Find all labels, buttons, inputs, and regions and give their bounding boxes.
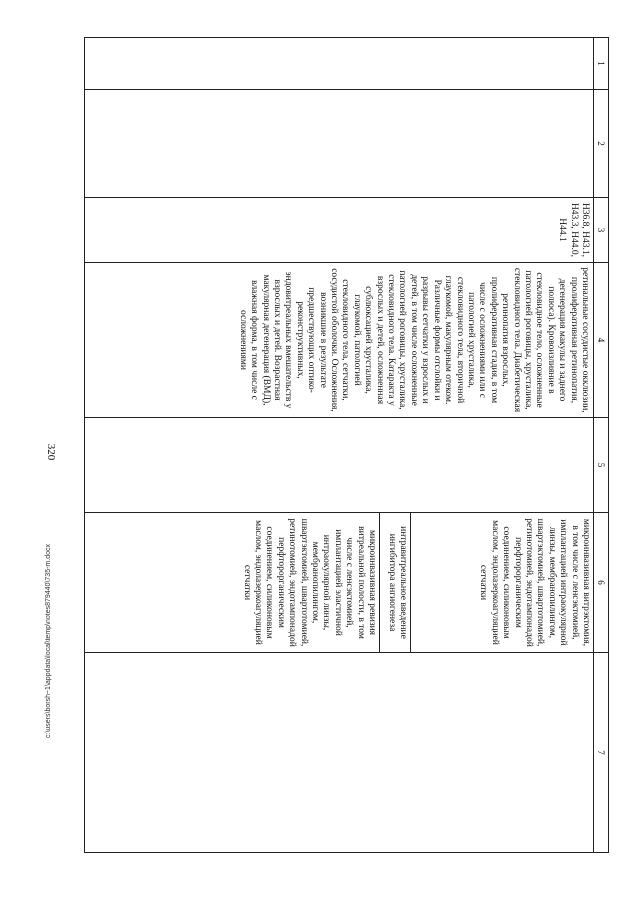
column-header-6: 6 xyxy=(594,513,609,653)
method-vitrectomy: микроинвазивная витрэктомия, в том числе с ленсэктомией, имплантацией интраокулярной линзы, мембранопилингом, швартэктомией, швартотомией, ретинотомией, эндотампонадой перфторорганическим соединением, силиконовым маслом, эндолазеркоагуляцией сетчатки xyxy=(478,518,591,647)
column-header-7: 7 xyxy=(594,653,609,853)
cell-col7 xyxy=(85,653,594,853)
table-row xyxy=(85,38,594,853)
cell-col2 xyxy=(85,90,594,198)
rotated-table-sheet xyxy=(84,37,609,852)
procedures-table xyxy=(84,37,609,853)
page-number: 320 xyxy=(45,443,57,461)
cell-icd-codes: H36.8, H43.1, H43.3, H44.0, H44.1 xyxy=(85,198,594,263)
method-revision: микроинвазивная ревизия витреальной полости, в том числе с ленсэктомией, имплантацией эластичной интраокулярной линзы, мембранопилингом, швартэктомией, швартотомией, ретинотомией, эндотампонадой перфторорганическим соединением, силиконовым маслом, эндолазеркоагуляцией сетчатки xyxy=(238,513,380,652)
column-header-4: 4 xyxy=(594,263,609,418)
column-header-5: 5 xyxy=(594,418,609,513)
column-header-2: 2 xyxy=(594,90,609,198)
cell-col5 xyxy=(85,418,594,513)
cell-col1 xyxy=(85,38,594,90)
cell-diagnosis: ретинальные сосудистые окклюзии, пролиферативная ретинопатия, дегенерация макулы и заднего полюса). Кровоизлияние в стекловидное тело, осложненные патологией роговицы, хрусталика, стекловидного тела. Диабетическая ретинопатия взрослых, пролиферативная стадия, в том числе с осложнениями или с патологией хрусталика, стекловидного тела, вторичной глаукомой, макулярным отеком. Различные формы отслойки и разрывы сетчатки у взрослых и детей, в том числе осложненные патологией роговицы, хрусталика, стекловидного тела. Катаракта у взрослых и детей, осложненная сублюксацией хрусталика, глаукомой, патологией стекловидного тела, сетчатки, сосудистой оболочки. Осложнения, возникшие в результате предшествующих оптико-реконструктивных, эндовитреальных вмешательств у взрослых и детей. Возрастная макулярная дегенерация (ВМД), влажная форма, в том числе с осложнениями xyxy=(85,263,594,418)
column-header-3: 3 xyxy=(594,198,609,263)
column-header-1: 1 xyxy=(594,38,609,90)
method-intravitreal-injection: интравитреальное введение ингибитора ангиогенеза xyxy=(380,513,411,652)
cell-methods xyxy=(85,513,594,653)
footer-file-path: c:\users\borsh~1\appdata\local\temp\notes879440\735-m.docx xyxy=(45,544,52,738)
header-row xyxy=(594,38,609,853)
